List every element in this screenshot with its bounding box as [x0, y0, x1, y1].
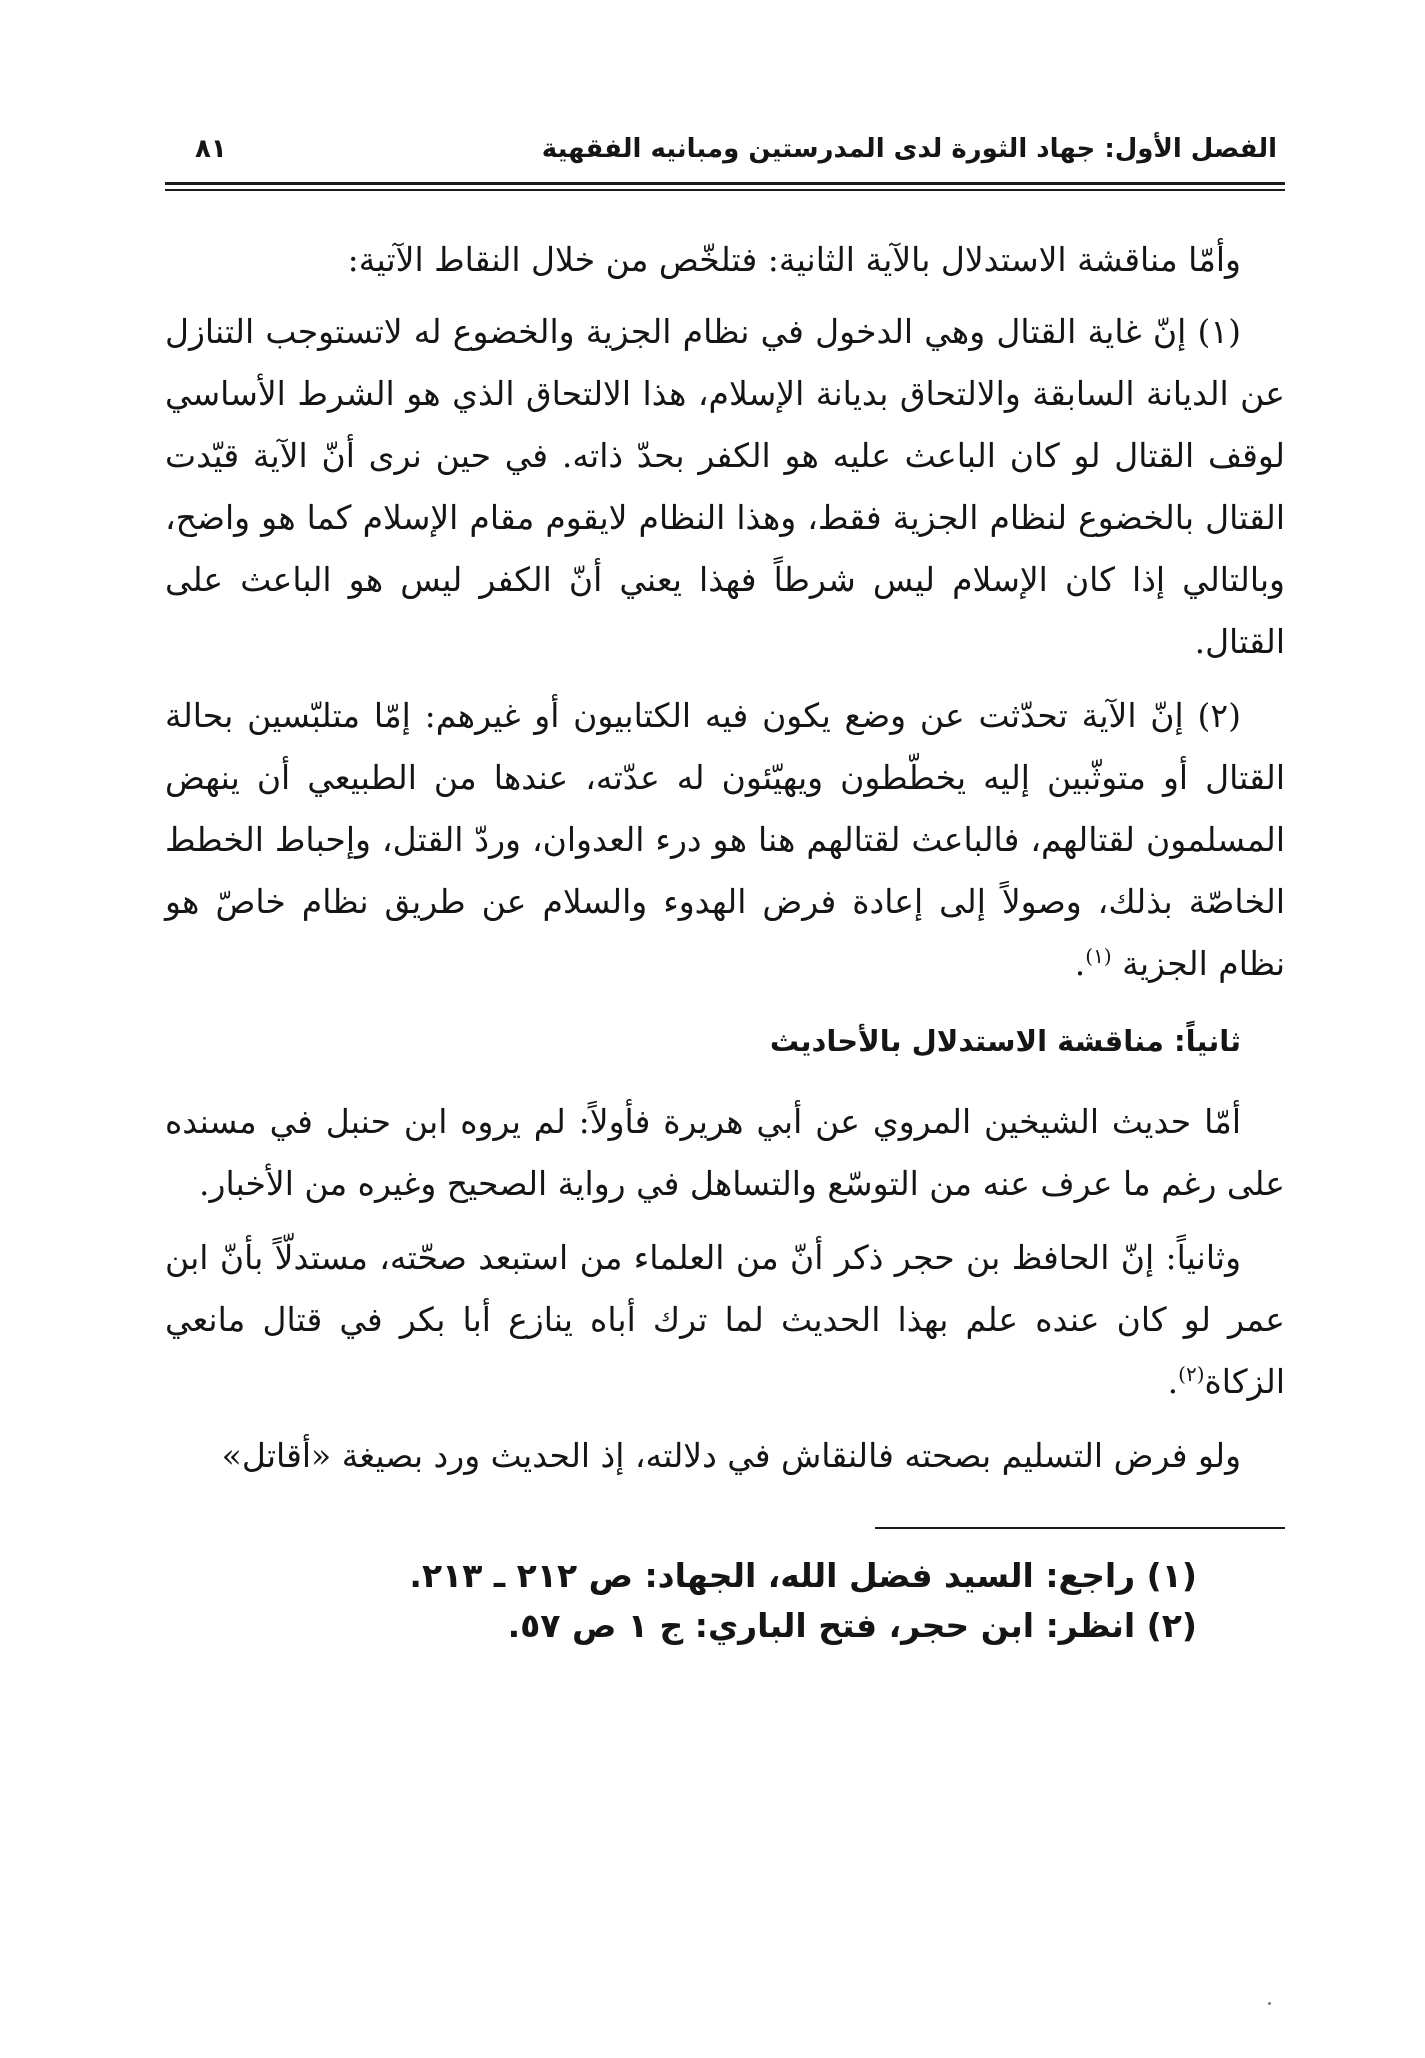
- footnote-divider: [875, 1527, 1285, 1529]
- header-rule-thick: [165, 182, 1285, 185]
- footnotes: [165, 1551, 1285, 1651]
- hadith-paragraph-two: [165, 1227, 1285, 1413]
- main-text: [165, 229, 1285, 1487]
- header-rule-thin: [165, 189, 1285, 191]
- section-heading-hadiths: ثانياً: مناقشة الاستدلال بالأحاديث: [769, 1023, 1241, 1058]
- hadith-two-end: .: [1167, 1361, 1179, 1401]
- footnote-2: (٢) انظر: ابن حجر، فتح الباري: ج ١ ص ٥٧.: [507, 1605, 1197, 1645]
- footnote-ref-1[interactable]: (١): [1085, 943, 1112, 968]
- running-header: [165, 120, 1285, 182]
- footnote-ref-2[interactable]: (٢): [1178, 1361, 1205, 1386]
- page-number: ٨١: [195, 134, 227, 164]
- scan-speck: [1268, 2002, 1271, 2005]
- chapter-title: الفصل الأول: جهاد الثورة لدى المدرستين ومبانيه الفقهية: [541, 134, 1277, 164]
- point-two-end: .: [1074, 943, 1086, 983]
- point-one-paragraph: (١) إنّ غاية القتال وهي الدخول في نظام الجزية والخضوع له لاتستوجب التنازل عن الديانة السابقة والالتحاق بديانة الإسلام، هذا الالتحاق الذي هو الشرط الأساسي لوقف القتال لو كان الباعث عليه هو الكفر بحدّ ذاته. في حين نرى أنّ الآية قيّدت القتال بالخضوع لنظام الجزية فقط، وهذا النظام لايقوم مقام الإسلام كما هو واضح، وبالتالي إذا كان الإسلام ليس شرطاً فهذا يعني أنّ الكفر ليس هو الباعث على القتال.: [165, 311, 1285, 661]
- intro-paragraph: وأمّا مناقشة الاستدلال بالآية الثانية: فتلخّص من خلال النقاط الآتية:: [347, 239, 1241, 279]
- point-two-text: (٢) إنّ الآية تحدّثت عن وضع يكون فيه الكتابيون أو غيرهم: إمّا متلبّسين بحالة القتال أو متوثّبين إليه يخطّطون ويهيّئون له عدّته، عندها من الطبيعي أن ينهض المسلمون لقتالهم، فالباعث لقتالهم هنا هو درء العدوان، وردّ القتل، وإحباط الخطط الخاصّة بذلك، وصولاً إلى إعادة فرض الهدوء والسلام عن طريق نظام خاصّ هو نظام الجزية: [165, 695, 1285, 983]
- last-paragraph: ولو فرض التسليم بصحته فالنقاش في دلالته، إذ الحديث ورد بصيغة «أقاتل»: [221, 1435, 1241, 1475]
- hadith-two-text: وثانياً: إنّ الحافظ بن حجر ذكر أنّ من العلماء من استبعد صحّته، مستدلّاً بأنّ ابن عمر لو كان عنده علم بهذا الحديث لما ترك أباه ينازع أبا بكر في قتال مانعي الزكاة: [165, 1237, 1285, 1401]
- footnote-1: (١) راجع: السيد فضل الله، الجهاد: ص ٢١٢ ـ ٢١٣.: [409, 1555, 1197, 1595]
- hadith-paragraph-one: أمّا حديث الشيخين المروي عن أبي هريرة فأولاً: لم يروه ابن حنبل في مسنده على رغم ما عرف عنه من التوسّع والتساهل في رواية الصحيح وغيره من الأخبار.: [165, 1101, 1285, 1203]
- point-two-paragraph: [165, 685, 1285, 995]
- book-page: [165, 120, 1285, 1651]
